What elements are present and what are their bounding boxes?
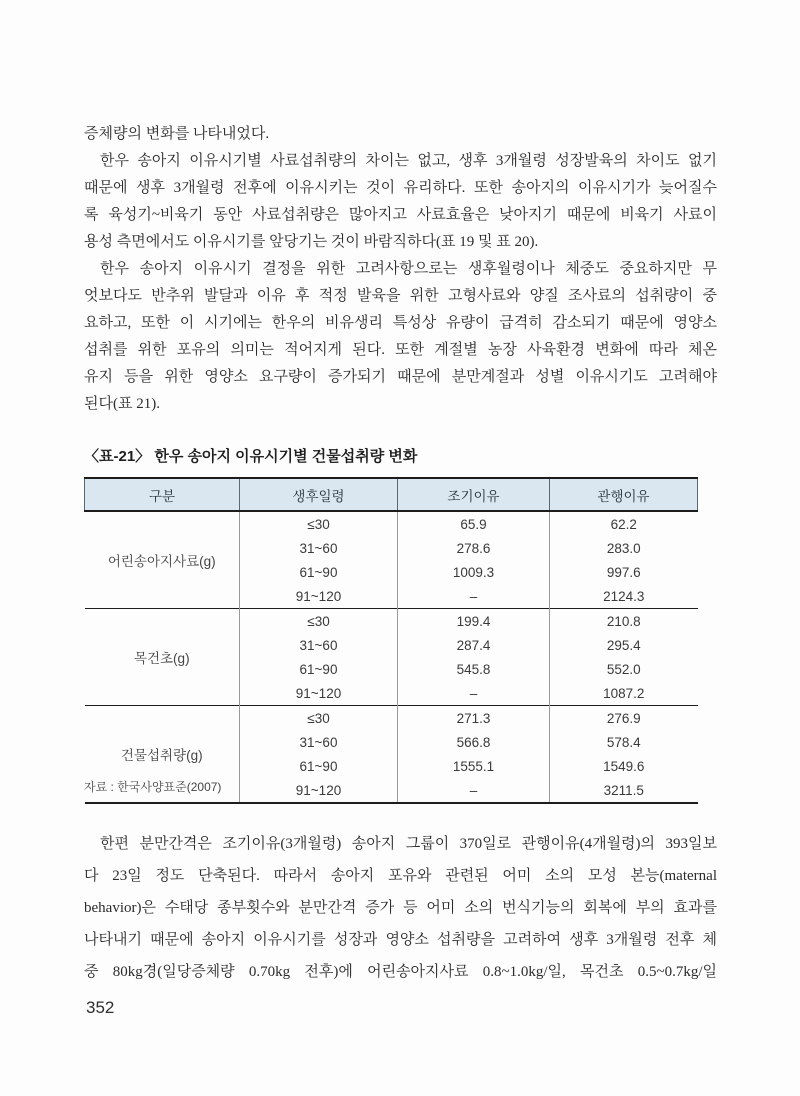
table-row (85, 511, 698, 536)
text-line: 록 육성기~비육기 동안 사료섭취량은 많아지고 사료효율은 낮아지기 때문에 비육기 사료이 (84, 207, 717, 223)
cell-early: 278.6 (398, 536, 550, 560)
cell-conv: 295.4 (606, 637, 641, 653)
page-number: 352 (86, 998, 115, 1017)
cell-age: 91~120 (240, 681, 398, 706)
cell-conv: 1549.6 (603, 758, 645, 774)
col-header-age-days: 생후일령 (240, 478, 398, 511)
cell-early: 65.9 (398, 511, 550, 536)
cell-age: 91~120 (240, 778, 398, 803)
table-caption: 〈표-21〉 한우 송아지 이유시기별 건물섭취량 변화 (84, 448, 418, 465)
text-line: 다 23일 정도 단축된다. 따라서 송아지 포유와 관련된 어미 소의 모성 본능(maternal (84, 868, 717, 884)
text-line: 된다(표 21). (84, 396, 160, 412)
body-text-top (84, 121, 717, 418)
cell-conv: 276.9 (550, 706, 698, 731)
text-line: 섭취를 위한 포유의 의미는 적어지게 된다. 또한 계절별 농장 사육환경 변화에 따라 체온 (84, 342, 717, 358)
cell-early: 271.3 (398, 706, 550, 731)
cell-conv: 578.4 (606, 734, 641, 750)
text-line: 중 80kg경(일당증체량 0.70kg 전후)에 어린송아지사료 0.8~1.0kg/일, 목건초 0.5~0.7kg/일 (84, 964, 717, 980)
cell-early: – (398, 778, 550, 803)
feed-intake-table (84, 477, 698, 804)
cell-conv: 62.2 (610, 516, 637, 532)
cell-age: 61~90 (240, 657, 398, 681)
cell-conv: 210.8 (550, 609, 698, 634)
text-line: 증체량의 변화를 나타내었다. (84, 126, 270, 142)
cell-early: – (398, 681, 550, 706)
cell-age: 31~60 (240, 730, 398, 754)
col-header-early-wean: 조기이유 (398, 478, 550, 511)
table-row (85, 609, 698, 634)
cell-early: 1009.3 (398, 560, 550, 584)
col-header-conv-wean: 관행이유 (550, 478, 698, 511)
cell-early: – (398, 584, 550, 609)
cell-age: 31~60 (240, 536, 398, 560)
cell-age: ≤30 (240, 511, 398, 536)
cell-conv: 1087.2 (603, 685, 645, 701)
cell-early: 287.4 (398, 633, 550, 657)
cell-age: ≤30 (240, 609, 398, 634)
text-line: 한편 분만간격은 조기이유(3개월령) 송아지 그룹이 370일로 관행이유(4개월령)의 393일보 (100, 836, 717, 852)
cell-age: 31~60 (240, 633, 398, 657)
table-row (85, 706, 698, 731)
text-line: 요하고, 또한 이 시기에는 한우의 비유생리 특성상 유량이 급격히 감소되기 때문에 영양소 (84, 315, 717, 331)
cell-early: 545.8 (398, 657, 550, 681)
cell-conv: 283.0 (606, 540, 641, 556)
group-label: 목건초(g) (85, 609, 240, 706)
text-line: 한우 송아지 이유시기별 사료섭취량의 차이는 없고, 생후 3개월령 성장발육의 차이도 없기 (100, 153, 717, 169)
group-label: 건물섭취량(g) (85, 706, 240, 804)
cell-age: 61~90 (240, 560, 398, 584)
cell-early: 1555.1 (398, 754, 550, 778)
text-line: 한우 송아지 이유시기 결정을 위한 고려사항으로는 생후월령이나 체중도 중요하지만 무 (100, 261, 717, 277)
cell-early: 566.8 (398, 730, 550, 754)
body-text-bottom (84, 828, 717, 988)
group-label: 어린송아지사료(g) (85, 511, 240, 609)
cell-age: 91~120 (240, 584, 398, 609)
cell-age: 61~90 (240, 754, 398, 778)
cell-early: 199.4 (398, 609, 550, 634)
text-line: 나타내기 때문에 송아지 이유시기를 성장과 영양소 섭취량을 고려하여 생후 3개월령 전후 체 (84, 932, 717, 948)
text-line: behavior)은 수태당 종부횟수와 분만간격 증가 등 어미 소의 번식기능의 회복에 부의 효과를 (84, 900, 717, 916)
text-line: 유지 등을 위한 영양소 요구량이 증가되기 때문에 분만계절과 성별 이유시기도 고려해야 (84, 369, 717, 385)
cell-conv: 2124.3 (603, 588, 645, 604)
table-source-note: 자료 : 한국사양표준(2007) (84, 780, 222, 794)
text-line: 때문에 생후 3개월령 전후에 이유시키는 것이 유리하다. 또한 송아지의 이유시기가 늦어질수 (84, 180, 717, 196)
cell-conv: 3211.5 (603, 782, 644, 798)
text-line: 엇보다도 반추위 발달과 이유 후 적정 발육을 위한 고형사료와 양질 조사료의 섭취량이 중 (84, 288, 717, 304)
text-line: 용성 측면에서도 이유시기를 앞당기는 것이 바람직하다(표 19 및 표 20). (84, 234, 539, 250)
cell-conv: 997.6 (606, 564, 641, 580)
cell-age: ≤30 (240, 706, 398, 731)
col-header-category: 구분 (85, 478, 240, 511)
table-header-row (85, 478, 698, 511)
cell-conv: 552.0 (606, 661, 641, 677)
